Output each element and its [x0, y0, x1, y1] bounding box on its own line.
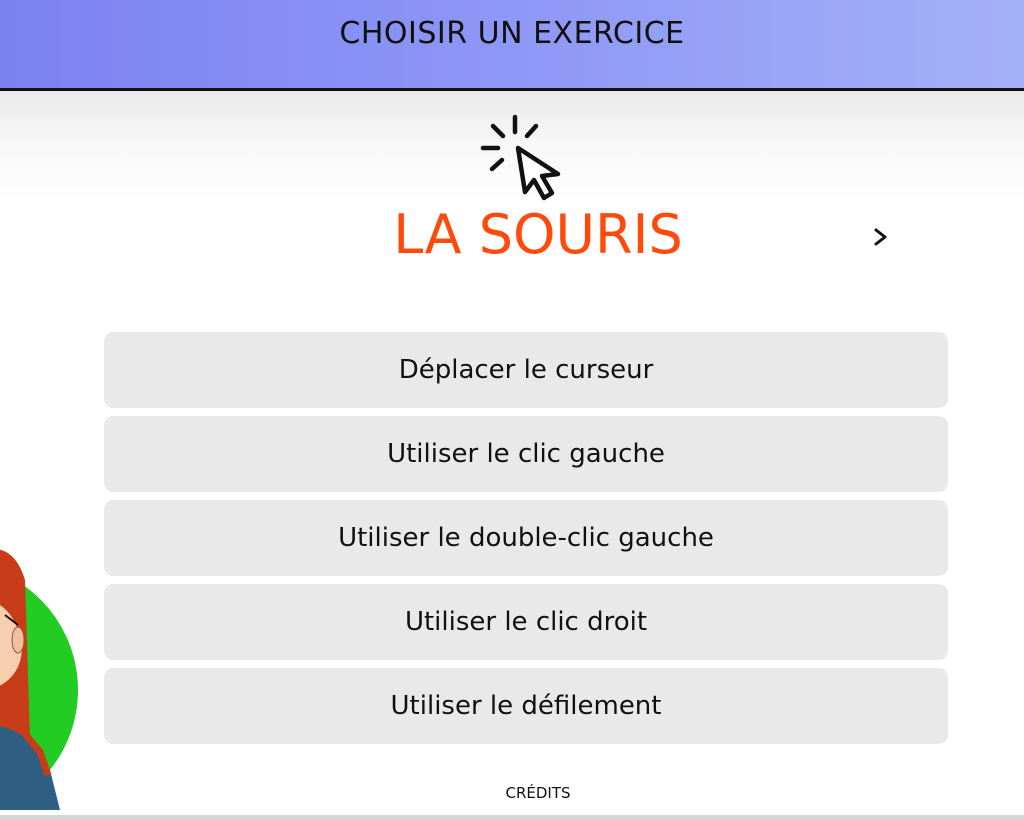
exercise-double-click-button[interactable]: Utiliser le double-clic gauche — [104, 500, 948, 576]
exercise-right-click-button[interactable]: Utiliser le clic droit — [104, 584, 948, 660]
app-header — [0, 0, 1024, 91]
cursor-click-icon — [478, 112, 574, 208]
next-category-button[interactable] — [866, 222, 896, 252]
exercise-scroll-button[interactable]: Utiliser le défilement — [104, 668, 948, 744]
character-avatar-icon — [0, 540, 90, 810]
exercise-move-cursor-button[interactable]: Déplacer le curseur — [104, 332, 948, 408]
chevron-right-icon — [872, 228, 890, 246]
section-title: LA SOURIS — [393, 203, 683, 266]
bottom-divider — [0, 815, 1024, 820]
avatar — [0, 540, 90, 810]
header-title: CHOISIR UN EXERCICE — [339, 15, 685, 51]
exercise-list — [104, 332, 948, 752]
exercise-left-click-button[interactable]: Utiliser le clic gauche — [104, 416, 948, 492]
credits-link[interactable]: CRÉDITS — [505, 784, 571, 802]
